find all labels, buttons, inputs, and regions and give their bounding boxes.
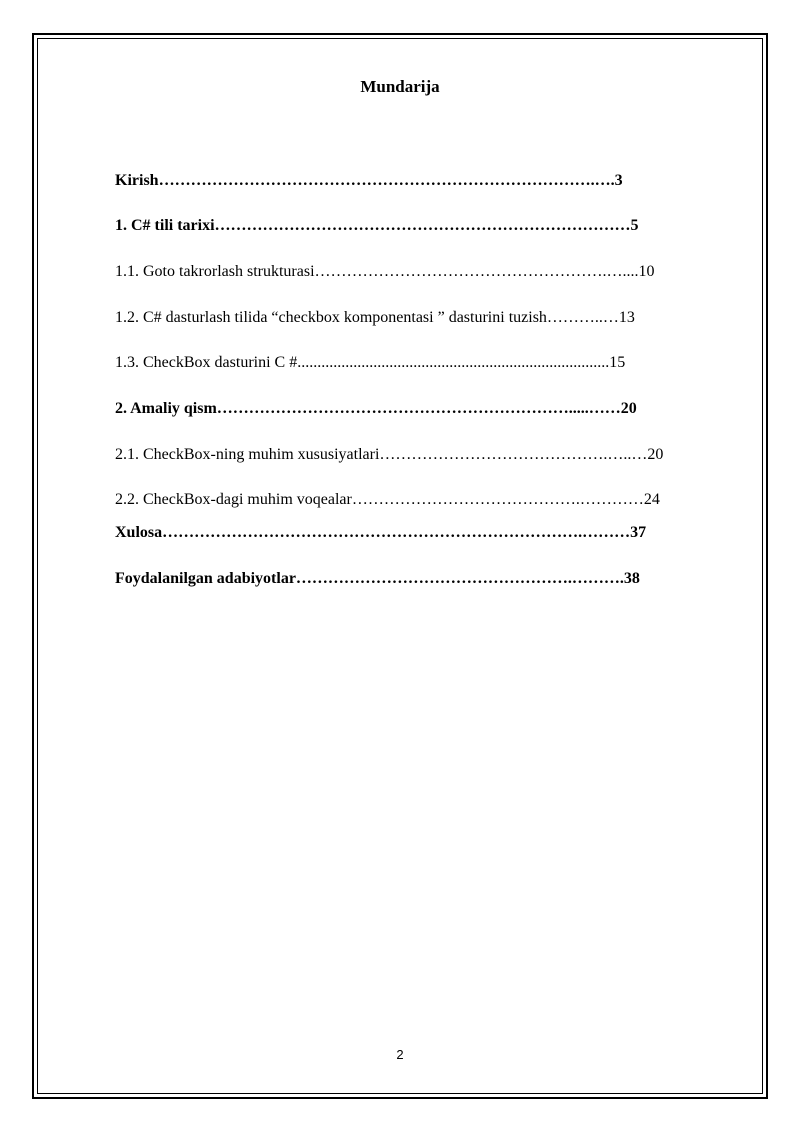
- toc-item-section-2-2: 2.2. CheckBox-dagi muhim voqealar…………………………………….…………24: [115, 491, 660, 508]
- toc-item-section-1-3: 1.3. CheckBox dasturini C #..............................................................................15: [115, 354, 626, 371]
- toc-item-section-2-1: 2.1. CheckBox-ning muhim xususiyatlari…………………………………….…..…20: [115, 446, 664, 463]
- page-number: 2: [396, 1047, 404, 1062]
- toc-item-section-1-1: 1.1. Goto takrorlash strukturasi……………………………………………….…....10: [115, 263, 655, 280]
- toc-item-kirish: Kirish……………………………………………………………………….….3: [115, 172, 623, 189]
- toc-item-section-1: 1. C# tili tarixi……………………………………………………………………5: [115, 217, 639, 234]
- page-border-inner: [37, 38, 763, 1094]
- toc-item-section-2: 2. Amaliy qism………………………………………………………….....……20: [115, 400, 637, 417]
- toc-item-xulosa: Xulosa…………………………………………………………………….………37: [115, 524, 647, 541]
- toc-item-adabiyotlar: Foydalanilgan adabiyotlar…………………………………………….……….38: [115, 570, 640, 587]
- toc-title: Mundarija: [360, 77, 440, 96]
- toc-item-section-1-2: 1.2. C# dasturlash tilida “checkbox komponentasi ” dasturini tuzish………..…13: [115, 309, 635, 326]
